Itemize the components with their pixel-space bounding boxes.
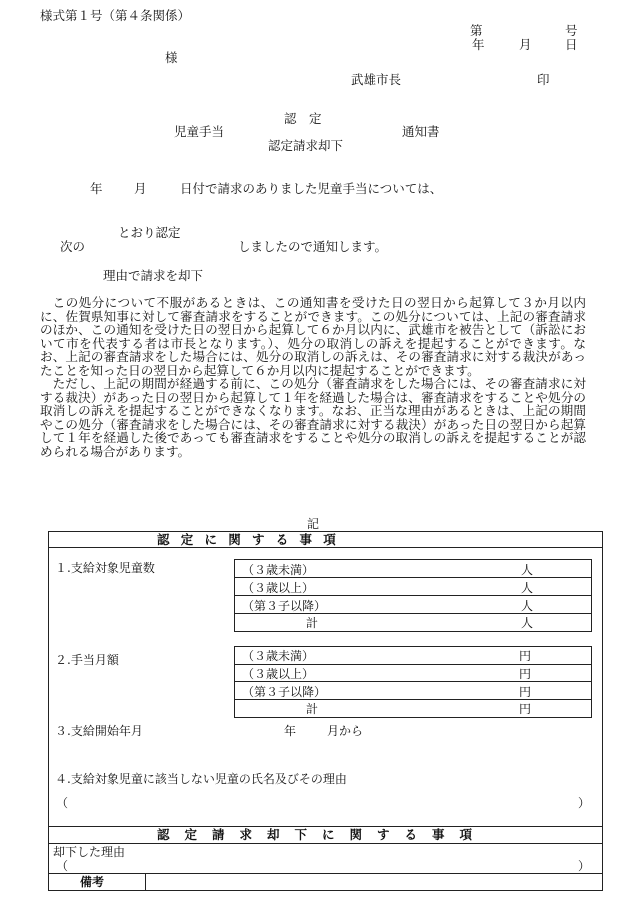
intro-month-label: 月 <box>134 181 147 196</box>
item4-label: ４.支給対象児童に該当しない児童の氏名及びその理由 <box>55 772 347 786</box>
item2-row-label: （３歳以上） <box>242 667 315 681</box>
divider <box>234 595 591 596</box>
rejection-heading: 認定請求却下に関する事項 <box>157 827 488 842</box>
divider <box>234 699 591 700</box>
decision-option-certify: とおり認定 <box>118 225 181 240</box>
divider <box>234 681 591 682</box>
item2-total-unit: 円 <box>519 702 532 716</box>
item3-year-label: 年 <box>284 724 297 738</box>
document-number-prefix: 第 <box>470 23 483 38</box>
item1-row-label: （第３子以降） <box>242 599 327 613</box>
item2-row-label: （第３子以降） <box>242 685 327 699</box>
date-month-label: 月 <box>519 37 532 52</box>
item1-total-unit: 人 <box>521 616 534 630</box>
item1-row-label: （３歳未満） <box>242 563 315 577</box>
title-option-rejection: 認定請求却下 <box>268 138 344 153</box>
rejection-reason-label: 却下した理由 <box>53 845 126 859</box>
date-day-label: 日 <box>565 37 578 52</box>
issuer-name: 武雄市長 <box>351 72 402 87</box>
rejection-paren-close: ） <box>578 859 591 873</box>
item2-row-unit: 円 <box>519 649 532 663</box>
title-prefix: 児童手当 <box>174 124 225 139</box>
item4-paren-close: ） <box>578 796 591 810</box>
record-label: 記 <box>307 517 320 531</box>
decision-option-reject: 理由で請求を却下 <box>103 268 204 283</box>
divider <box>234 664 591 665</box>
item4-paren-open: （ <box>56 796 69 810</box>
decision-tail: しましたので通知します。 <box>238 239 388 254</box>
date-year-label: 年 <box>472 37 485 52</box>
divider <box>234 613 591 614</box>
title-suffix: 通知書 <box>402 124 440 139</box>
item2-row-unit: 円 <box>519 667 532 681</box>
decision-lead: 次の <box>60 239 86 254</box>
remarks-label: 備考 <box>80 875 105 889</box>
divider <box>145 873 146 890</box>
seal-mark: 印 <box>537 72 550 87</box>
item1-row-unit: 人 <box>521 599 534 613</box>
item1-row-unit: 人 <box>521 581 534 595</box>
divider <box>48 547 602 548</box>
rejection-paren-open: （ <box>56 859 69 873</box>
item2-row-unit: 円 <box>519 685 532 699</box>
document-number-suffix: 号 <box>565 23 578 38</box>
divider <box>48 843 602 844</box>
item2-label: ２.手当月額 <box>55 653 119 667</box>
appeal-notice-paragraph-2: ただし、上記の期間が経過する前に、この処分（審査請求をした場合には、その審査請求に対する裁決）があった日の翌日から起算して１年を経過した場合は、審査請求をすることや処分の取消しの訴えを提起することができなくなります。なお、正当な理由があるときは、上記の期間やこの処分（審査請求をした場合には、その審査請求に対する裁決）があった日の翌日から起算して１年を経過した後であっても審査請求をすることや処分の取消しの訴えを提起することが認められる場合があります。 <box>40 376 586 459</box>
appeal-notice <box>40 296 586 458</box>
appeal-notice-paragraph-1: この処分について不服があるときは、この通知書を受けた日の翌日から起算して３か月以内に、佐賀県知事に対して審査請求をすることができます。この処分については、上記の審査請求のほか、この通知を受けた日の翌日から起算して６か月以内に、武雄市を被告として（訴訟において市を代表する者は市長となります。）、処分の取消しの訴えを提起することができます。なお、上記の審査請求をした場合には、処分の取消しの訴えは、その審査請求に対する裁決があったことを知った日の翌日から起算して６か月以内に提起することができます。 <box>40 295 586 378</box>
divider <box>234 577 591 578</box>
title-option-certification: 認 定 <box>284 111 322 126</box>
item1-row-unit: 人 <box>521 563 534 577</box>
certification-heading: 認定に関する事項 <box>157 532 348 547</box>
form-number: 様式第１号（第４条関係） <box>40 8 191 23</box>
item3-month-label: 月から <box>327 724 364 738</box>
item2-total-label: 計 <box>306 702 319 716</box>
divider <box>48 873 602 874</box>
intro-year-label: 年 <box>90 181 103 196</box>
item3-label: ３.支給開始年月 <box>55 724 143 738</box>
item2-row-label: （３歳未満） <box>242 649 315 663</box>
item1-total-label: 計 <box>306 616 319 630</box>
addressee-suffix: 様 <box>165 50 178 65</box>
item1-label: １.支給対象児童数 <box>55 561 155 575</box>
item1-row-label: （３歳以上） <box>242 581 315 595</box>
intro-text: 日付で請求のありました児童手当については、 <box>180 181 443 196</box>
